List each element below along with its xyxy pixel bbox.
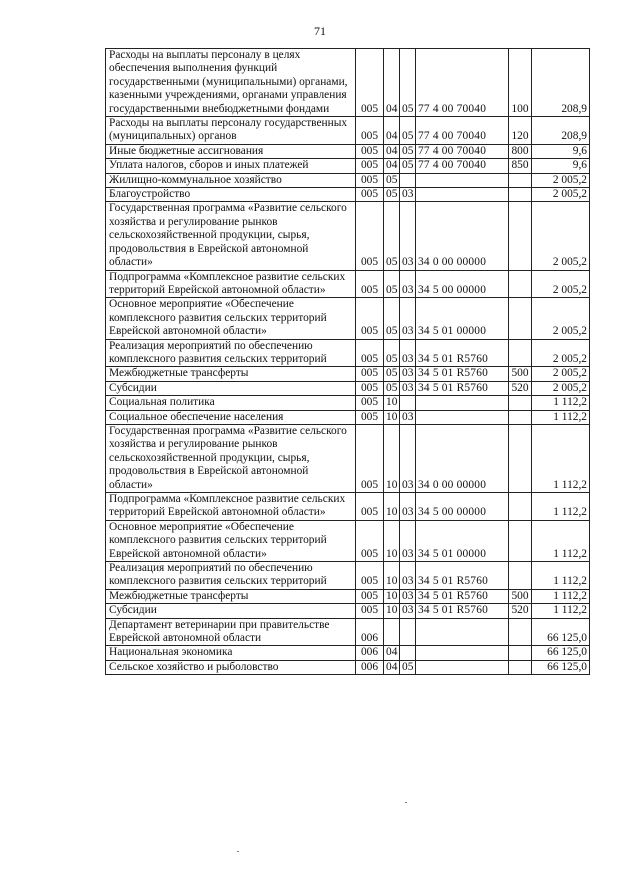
amount: 1 112,2 [532, 424, 590, 492]
expense-type-code [509, 493, 532, 521]
ministry-code: 005 [356, 562, 384, 590]
scan-speck [237, 851, 239, 852]
section-code: 04 [384, 144, 400, 158]
ministry-code: 005 [356, 117, 384, 145]
table-row [106, 396, 590, 410]
table-row [106, 188, 590, 202]
amount: 1 112,2 [532, 520, 590, 561]
amount: 2 005,2 [532, 202, 590, 270]
expense-type-code [509, 396, 532, 410]
ministry-code: 005 [356, 493, 384, 521]
expense-type-code: 850 [509, 159, 532, 173]
row-name: Реализация мероприятий по обеспечению комплексного развития сельских территорий [106, 339, 356, 367]
section-code: 10 [384, 589, 400, 603]
target-article-code: 34 5 00 00000 [416, 493, 509, 521]
target-article-code [416, 396, 509, 410]
row-name: Расходы на выплаты персоналу государственных (муниципальных) органов [106, 117, 356, 145]
subsection-code [400, 173, 416, 187]
ministry-code: 005 [356, 367, 384, 381]
section-code: 04 [384, 117, 400, 145]
ministry-code: 006 [356, 660, 384, 674]
ministry-code: 005 [356, 604, 384, 618]
table-row [106, 493, 590, 521]
expense-type-code [509, 660, 532, 674]
table-row [106, 173, 590, 187]
section-code: 04 [384, 660, 400, 674]
row-name: Департамент ветеринарии при правительстве Еврейской автономной области [106, 618, 356, 646]
target-article-code: 77 4 00 70040 [416, 159, 509, 173]
row-name: Межбюджетные трансферты [106, 589, 356, 603]
table-row [106, 49, 590, 117]
ministry-code: 005 [356, 270, 384, 298]
subsection-code: 03 [400, 562, 416, 590]
amount: 1 112,2 [532, 604, 590, 618]
row-name: Межбюджетные трансферты [106, 367, 356, 381]
expense-type-code [509, 339, 532, 367]
row-name: Субсидии [106, 604, 356, 618]
target-article-code: 34 5 01 R5760 [416, 381, 509, 395]
subsection-code: 03 [400, 604, 416, 618]
amount: 2 005,2 [532, 381, 590, 395]
ministry-code: 005 [356, 298, 384, 339]
target-article-code: 77 4 00 70040 [416, 117, 509, 145]
target-article-code [416, 173, 509, 187]
row-name: Сельское хозяйство и рыболовство [106, 660, 356, 674]
target-article-code: 34 0 00 00000 [416, 202, 509, 270]
table-row [106, 646, 590, 660]
section-code: 10 [384, 520, 400, 561]
scan-speck [405, 802, 407, 803]
row-name: Жилищно-коммунальное хозяйство [106, 173, 356, 187]
subsection-code: 03 [400, 367, 416, 381]
expense-type-code [509, 270, 532, 298]
table-body [106, 49, 590, 675]
target-article-code: 34 5 01 R5760 [416, 589, 509, 603]
amount: 66 125,0 [532, 618, 590, 646]
section-code: 05 [384, 173, 400, 187]
expense-type-code [509, 298, 532, 339]
section-code: 04 [384, 49, 400, 117]
ministry-code: 005 [356, 188, 384, 202]
amount: 2 005,2 [532, 367, 590, 381]
amount: 9,6 [532, 159, 590, 173]
target-article-code: 34 5 00 00000 [416, 270, 509, 298]
expense-type-code [509, 520, 532, 561]
ministry-code: 005 [356, 396, 384, 410]
target-article-code: 34 5 01 R5760 [416, 562, 509, 590]
expense-type-code [509, 424, 532, 492]
section-code: 10 [384, 396, 400, 410]
subsection-code: 05 [400, 144, 416, 158]
ministry-code: 005 [356, 520, 384, 561]
expense-type-code [509, 646, 532, 660]
row-name: Подпрограмма «Комплексное развитие сельских территорий Еврейской автономной области» [106, 493, 356, 521]
subsection-code: 03 [400, 270, 416, 298]
table-row [106, 410, 590, 424]
section-code: 10 [384, 604, 400, 618]
expense-type-code: 120 [509, 117, 532, 145]
expense-type-code [509, 188, 532, 202]
row-name: Реализация мероприятий по обеспечению комплексного развития сельских территорий [106, 562, 356, 590]
amount: 2 005,2 [532, 339, 590, 367]
row-name: Уплата налогов, сборов и иных платежей [106, 159, 356, 173]
section-code: 10 [384, 562, 400, 590]
expense-type-code: 100 [509, 49, 532, 117]
expense-type-code: 500 [509, 589, 532, 603]
ministry-code: 006 [356, 618, 384, 646]
target-article-code: 77 4 00 70040 [416, 144, 509, 158]
section-code: 05 [384, 270, 400, 298]
amount: 1 112,2 [532, 493, 590, 521]
row-name: Национальная экономика [106, 646, 356, 660]
amount: 208,9 [532, 117, 590, 145]
section-code: 05 [384, 298, 400, 339]
subsection-code: 05 [400, 117, 416, 145]
target-article-code: 77 4 00 70040 [416, 49, 509, 117]
row-name: Основное мероприятие «Обеспечение комплексного развития сельских территорий Еврейской автономной области» [106, 520, 356, 561]
table-row [106, 562, 590, 590]
amount: 1 112,2 [532, 410, 590, 424]
target-article-code: 34 5 01 R5760 [416, 604, 509, 618]
table-row [106, 298, 590, 339]
table-row [106, 424, 590, 492]
table-row [106, 520, 590, 561]
amount: 2 005,2 [532, 298, 590, 339]
target-article-code [416, 646, 509, 660]
ministry-code: 006 [356, 646, 384, 660]
target-article-code [416, 188, 509, 202]
subsection-code: 03 [400, 339, 416, 367]
row-name: Иные бюджетные ассигнования [106, 144, 356, 158]
ministry-code: 005 [356, 381, 384, 395]
target-article-code: 34 5 01 R5760 [416, 367, 509, 381]
table-row [106, 618, 590, 646]
ministry-code: 005 [356, 159, 384, 173]
ministry-code: 005 [356, 144, 384, 158]
subsection-code: 03 [400, 188, 416, 202]
subsection-code: 03 [400, 410, 416, 424]
expense-type-code [509, 410, 532, 424]
amount: 9,6 [532, 144, 590, 158]
page-number: 71 [314, 24, 326, 38]
budget-table [105, 48, 590, 675]
amount: 1 112,2 [532, 589, 590, 603]
section-code: 05 [384, 367, 400, 381]
ministry-code: 005 [356, 339, 384, 367]
row-name: Субсидии [106, 381, 356, 395]
section-code: 10 [384, 424, 400, 492]
amount: 2 005,2 [532, 173, 590, 187]
expense-type-code [509, 202, 532, 270]
target-article-code [416, 410, 509, 424]
subsection-code: 03 [400, 520, 416, 561]
amount: 1 112,2 [532, 396, 590, 410]
ministry-code: 005 [356, 202, 384, 270]
amount: 66 125,0 [532, 646, 590, 660]
target-article-code: 34 5 01 R5760 [416, 339, 509, 367]
subsection-code [400, 396, 416, 410]
expense-type-code: 500 [509, 367, 532, 381]
subsection-code: 03 [400, 381, 416, 395]
target-article-code: 34 5 01 00000 [416, 520, 509, 561]
expense-type-code [509, 173, 532, 187]
section-code: 10 [384, 493, 400, 521]
section-code: 05 [384, 188, 400, 202]
table-row [106, 159, 590, 173]
expense-type-code [509, 618, 532, 646]
amount: 1 112,2 [532, 562, 590, 590]
table-row [106, 202, 590, 270]
subsection-code: 03 [400, 493, 416, 521]
section-code [384, 618, 400, 646]
row-name: Социальная политика [106, 396, 356, 410]
target-article-code [416, 660, 509, 674]
row-name: Социальное обеспечение населения [106, 410, 356, 424]
section-code: 05 [384, 202, 400, 270]
table-row [106, 339, 590, 367]
expense-type-code: 520 [509, 381, 532, 395]
row-name: Благоустройство [106, 188, 356, 202]
target-article-code: 34 5 01 00000 [416, 298, 509, 339]
ministry-code: 005 [356, 410, 384, 424]
table-row [106, 660, 590, 674]
subsection-code: 05 [400, 660, 416, 674]
ministry-code: 005 [356, 173, 384, 187]
subsection-code: 03 [400, 202, 416, 270]
section-code: 10 [384, 410, 400, 424]
expense-type-code: 800 [509, 144, 532, 158]
section-code: 05 [384, 339, 400, 367]
amount: 2 005,2 [532, 188, 590, 202]
row-name: Основное мероприятие «Обеспечение комплексного развития сельских территорий Еврейской автономной области» [106, 298, 356, 339]
section-code: 04 [384, 646, 400, 660]
subsection-code [400, 618, 416, 646]
table-row [106, 381, 590, 395]
expense-type-code: 520 [509, 604, 532, 618]
section-code: 04 [384, 159, 400, 173]
expense-type-code [509, 562, 532, 590]
row-name: Государственная программа «Развитие сельского хозяйства и регулирование рынков сельскохозяйственной продукции, сырья, продовольствия в Еврейской автономной области» [106, 424, 356, 492]
ministry-code: 005 [356, 424, 384, 492]
subsection-code [400, 646, 416, 660]
row-name: Подпрограмма «Комплексное развитие сельских территорий Еврейской автономной области» [106, 270, 356, 298]
table-row [106, 367, 590, 381]
table-row [106, 604, 590, 618]
table-row [106, 589, 590, 603]
subsection-code: 05 [400, 49, 416, 117]
subsection-code: 03 [400, 424, 416, 492]
subsection-code: 03 [400, 298, 416, 339]
target-article-code [416, 618, 509, 646]
table-row [106, 270, 590, 298]
ministry-code: 005 [356, 49, 384, 117]
amount: 208,9 [532, 49, 590, 117]
subsection-code: 03 [400, 589, 416, 603]
subsection-code: 05 [400, 159, 416, 173]
row-name: Расходы на выплаты персоналу в целях обеспечения выполнения функций государственными (муниципальными) органами, казенными учреждениями, органами управления государственными внебюджетными фондами [106, 49, 356, 117]
amount: 2 005,2 [532, 270, 590, 298]
ministry-code: 005 [356, 589, 384, 603]
section-code: 05 [384, 381, 400, 395]
table-row [106, 144, 590, 158]
target-article-code: 34 0 00 00000 [416, 424, 509, 492]
table-row [106, 117, 590, 145]
amount: 66 125,0 [532, 660, 590, 674]
row-name: Государственная программа «Развитие сельского хозяйства и регулирование рынков сельскохозяйственной продукции, сырья, продовольствия в Еврейской автономной области» [106, 202, 356, 270]
